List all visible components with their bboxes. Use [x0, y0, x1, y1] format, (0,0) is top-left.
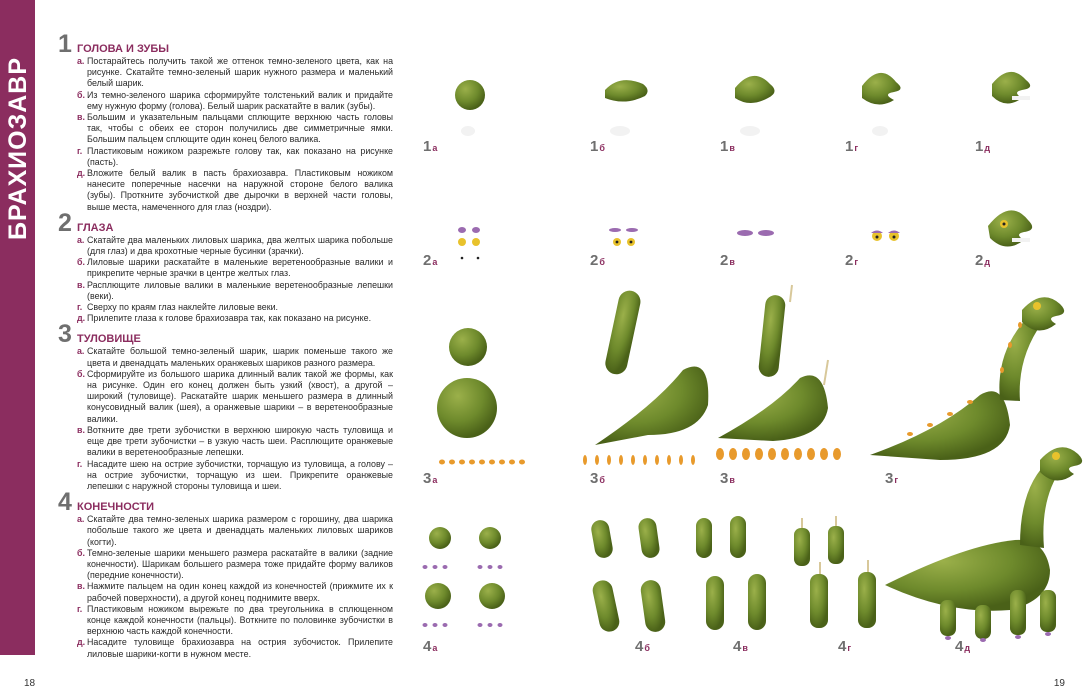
- step-label: [975, 252, 990, 269]
- instructions-column: [58, 30, 393, 662]
- step-label: [975, 138, 990, 155]
- step-letter: а.: [77, 234, 85, 245]
- step-text: Расплющите лиловые валики в маленькие веретенообразные лепешки (веки).: [87, 279, 393, 301]
- step: [77, 112, 393, 146]
- section-number: 2: [58, 208, 72, 237]
- body-toothpicks-photo: [716, 285, 841, 460]
- step-text: Пластиковым ножиком вырежьте по два треугольника в сплющенном конце каждой конечности (пальцы). Воткните по половинке зубочистки в верхнюю часть каждой конечности.: [87, 603, 393, 637]
- step: [77, 369, 393, 425]
- label-number: 2: [423, 252, 432, 269]
- section-number: 1: [58, 30, 72, 58]
- step: [77, 346, 393, 368]
- label-number: 2: [720, 252, 729, 269]
- step-letter: г.: [77, 145, 83, 156]
- step-photos: [400, 40, 1089, 660]
- step-text: Прилепите глаза к голове брахиозавра так, как показано на рисунке.: [87, 313, 372, 324]
- eyes-assembled-photo: [871, 231, 900, 242]
- step: [77, 514, 393, 548]
- step-text: Вложите белый валик в пасть брахиозавра. Пластиковым ножиком нанесите поперечные насечки на наружной стороне белого валика (зубы). Проткните зубочисткой две дырочки в верхней части головы, выше места, намеченного для глаз (ноздри).: [87, 168, 393, 212]
- label-letter: а: [432, 643, 438, 653]
- step-text: Постарайтесь получить такой же оттенок темно-зеленого цвета, как на рисунке. Скатайте темно-зеленый шарик нужного размера и маленький белый шарик.: [87, 56, 393, 89]
- step: [77, 146, 393, 168]
- label-letter: в: [742, 643, 748, 653]
- step-label: [720, 470, 735, 487]
- section-number: 4: [58, 488, 72, 517]
- page-number-left: 18: [24, 678, 36, 689]
- section-4: [58, 488, 393, 660]
- step-letter: б.: [77, 547, 85, 558]
- step-label: [423, 638, 437, 655]
- step-label: [955, 638, 970, 655]
- limb-toothpicks-photo: [794, 516, 876, 628]
- label-number: 1: [845, 138, 854, 155]
- step-text: Скатайте два темно-зеленых шарика размером с горошину, два шарика побольше такого же цвета и двенадцать маленьких лиловых шариков (когти).: [87, 514, 393, 547]
- head-ball-photo: [455, 80, 485, 136]
- step-label: [635, 638, 650, 655]
- label-letter: в: [729, 475, 735, 485]
- step-label: [423, 252, 437, 269]
- step-letter: а.: [77, 56, 85, 66]
- step-text: Из темно-зеленого шарика сформируйте толстенький валик и придайте ему нужную форму (голова). Белый шарик раскатайте в валик (зубы).: [87, 89, 393, 111]
- eye-pieces-b-photo: [609, 228, 638, 246]
- step: [77, 425, 393, 459]
- label-number: 3: [885, 470, 894, 487]
- label-letter: д: [984, 143, 991, 153]
- label-number: 2: [845, 252, 854, 269]
- label-number: 3: [423, 470, 432, 487]
- section-2: [58, 208, 393, 325]
- body-balls-photo: [437, 328, 525, 465]
- step-label: [720, 252, 735, 269]
- step-letter: в.: [77, 279, 85, 290]
- label-number: 1: [423, 138, 432, 155]
- step-text: Лиловые шарики раскатайте в маленькие веретенообразные валики и прикрепите черные зрачки в центре желтых глаз.: [87, 257, 393, 279]
- step-text: Воткните две трети зубочистки в верхнюю широкую часть туловища и еще две трети зубочистки – в узкую часть шеи. Расплющите оранжевые валики в веретенообразные лепешки.: [87, 424, 393, 458]
- step-label: [733, 638, 748, 655]
- label-number: 4: [733, 638, 742, 655]
- step-label: [590, 470, 605, 487]
- step: [77, 637, 393, 659]
- step: [77, 302, 393, 313]
- step-text: Большим и указательным пальцами сплющите верхнюю часть головы так, чтобы с обеих ее сторон получились две симметричные ямки. Большим пальцем сплющите один конец белого валика.: [87, 112, 393, 145]
- label-number: 4: [955, 638, 964, 655]
- page-number-right: 19: [1053, 678, 1065, 689]
- step: [77, 168, 393, 213]
- label-letter: а: [432, 143, 438, 153]
- step-text: Темно-зеленые шарики меньшего размера раскатайте в валики (задние конечности). Шарикам большего размера тоже придайте форму валиков (передние конечности).: [87, 547, 393, 581]
- head-shaped-photo: [735, 76, 775, 136]
- step-letter: а.: [77, 346, 85, 357]
- step-letter: г.: [77, 302, 83, 313]
- label-number: 3: [590, 470, 599, 487]
- label-letter: г: [854, 143, 859, 153]
- step-text: Скатайте большой темно-зеленый шарик, шарик поменьше такого же цвета и двенадцать маленьких оранжевых шариков разного размера.: [87, 346, 393, 368]
- step: [77, 56, 393, 90]
- step: [77, 581, 393, 603]
- label-letter: в: [729, 143, 735, 153]
- label-letter: г: [894, 475, 899, 485]
- step-text: Сверху по краям глаз наклейте лиловые веки.: [87, 302, 279, 313]
- step-letter: в.: [77, 112, 85, 123]
- eyelids-photo: [737, 230, 774, 236]
- step-label: [423, 138, 437, 155]
- step: [77, 459, 393, 493]
- step: [77, 280, 393, 302]
- label-letter: а: [432, 475, 438, 485]
- step-text: Нажмите пальцем на один конец каждой из конечностей (прижмите их к рабочей поверхности), а другой конец поднимите вверх.: [87, 581, 393, 603]
- step: [77, 90, 393, 112]
- step-letter: г.: [77, 458, 83, 469]
- section-title: КОНЕЧНОСТИ: [77, 501, 155, 514]
- section-title: ГОЛОВА И ЗУБЫ: [77, 43, 169, 55]
- step-letter: д.: [77, 313, 86, 324]
- head-with-eyes-photo: [988, 210, 1032, 246]
- head-roll-photo: [605, 80, 648, 136]
- label-letter: д: [964, 643, 971, 653]
- head-teeth-photo: [992, 72, 1030, 104]
- step: [77, 257, 393, 279]
- step-letter: в.: [77, 424, 85, 435]
- step-label: [423, 470, 437, 487]
- body-assembled-photo: [870, 297, 1064, 460]
- label-number: 1: [720, 138, 729, 155]
- step-letter: д.: [77, 637, 86, 648]
- step-text: Скатайте два маленьких лиловых шарика, два желтых шарика побольше (для глаз) и два крохотные черные бусинки (зрачки).: [87, 234, 393, 257]
- label-letter: б: [644, 643, 650, 653]
- step-label: [885, 470, 898, 487]
- label-letter: г: [847, 643, 852, 653]
- label-number: 2: [975, 252, 984, 269]
- step-letter: д.: [77, 168, 86, 179]
- step-letter: в.: [77, 581, 85, 592]
- section-title: ТУЛОВИЩЕ: [77, 333, 141, 346]
- label-number: 4: [423, 638, 432, 655]
- limb-rolls-photo: [590, 517, 667, 634]
- step-letter: г.: [77, 603, 83, 614]
- step-label: [845, 138, 858, 155]
- label-number: 4: [838, 638, 847, 655]
- step-text: Пластиковым ножиком разрежьте голову так, как показано на рисунке (пасть).: [87, 145, 393, 167]
- brachiosaurus-finished-photo: [885, 447, 1082, 642]
- step-label: [720, 138, 735, 155]
- label-letter: д: [984, 257, 991, 267]
- eye-pieces-a-photo: [458, 227, 480, 259]
- body-rolls-photo: [583, 289, 708, 465]
- label-number: 2: [590, 252, 599, 269]
- step-label: [590, 252, 605, 269]
- step: [77, 235, 393, 257]
- step: [77, 548, 393, 582]
- limb-shaped-photo: [696, 516, 766, 630]
- head-cut-photo: [862, 73, 901, 136]
- limb-balls-photo: [423, 527, 506, 627]
- step: [77, 313, 393, 324]
- step-letter: а.: [77, 514, 85, 525]
- label-letter: а: [432, 257, 438, 267]
- label-letter: г: [854, 257, 859, 267]
- section-1: [58, 30, 393, 213]
- label-number: 4: [635, 638, 644, 655]
- step-letter: б.: [77, 368, 85, 379]
- title-sidebar: [0, 0, 35, 655]
- label-letter: в: [729, 257, 735, 267]
- page-title: БРАХИОЗАВР: [4, 56, 32, 240]
- section-3: [58, 320, 393, 492]
- step: [77, 604, 393, 638]
- step-label: [590, 138, 605, 155]
- step-letter: б.: [77, 257, 85, 268]
- label-number: 1: [975, 138, 984, 155]
- label-letter: б: [599, 475, 605, 485]
- section-title: ГЛАЗА: [77, 221, 114, 234]
- step-text: Насадите туловище брахиозавра на острия зубочисток. Прилепите лиловые шарики-когти в нужном месте.: [87, 637, 393, 659]
- step-label: [838, 638, 851, 655]
- label-number: 3: [720, 470, 729, 487]
- section-number: 3: [58, 320, 72, 349]
- label-number: 1: [590, 138, 599, 155]
- label-letter: б: [599, 257, 605, 267]
- label-letter: б: [599, 143, 605, 153]
- step-letter: б.: [77, 89, 85, 100]
- step-label: [845, 252, 858, 269]
- step-text: Насадите шею на острие зубочистки, торчащую из туловища, а голову – на острие зубочистки, торчащую из шеи. Прикрепите оранжевые лепешки с наружной стороны туловища и шеи.: [87, 458, 393, 491]
- step-text: Сформируйте из большого шарика длинный валик такой же формы, как на рисунке. Один его конец должен быть узкий (хвост), а другой – широкий (туловище). Раскатайте шарик меньшего размера в длинный конусовидный валик (шея), а оранжевые шарики – в веретенообразные валики.: [87, 368, 393, 424]
